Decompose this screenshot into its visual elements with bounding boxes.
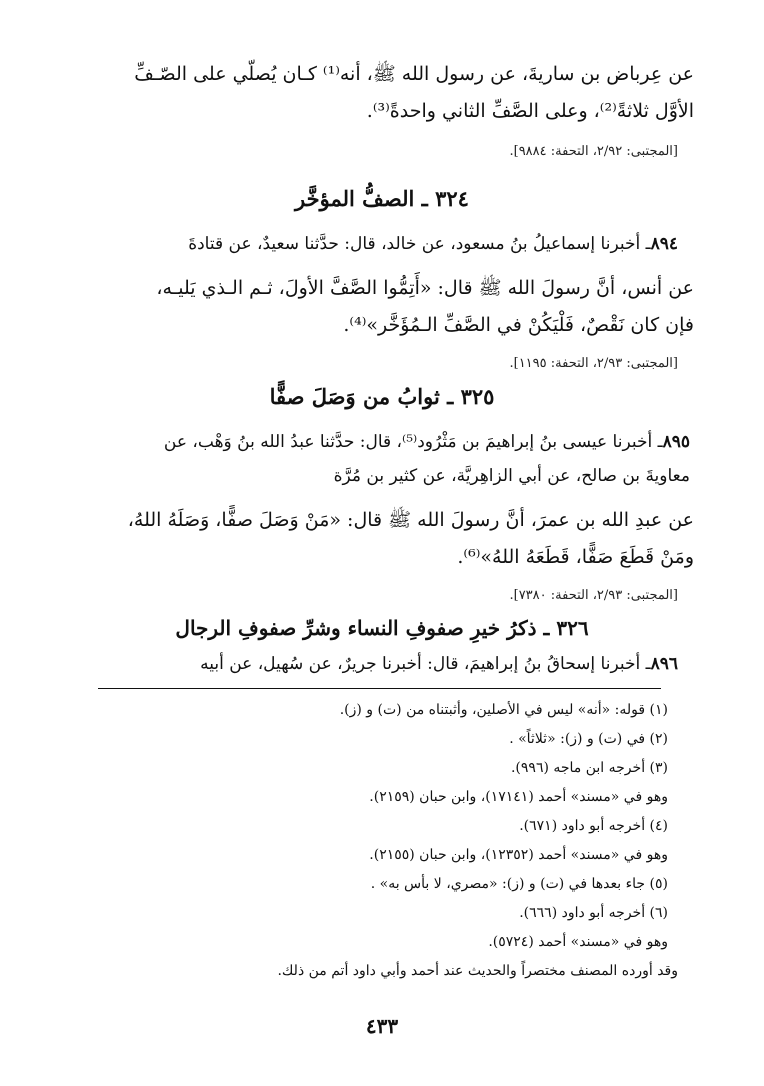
- footnote: وهو في «مسند» أحمد (١٢٣٥٢)، وابن حبان (٢١٥٥).: [369, 847, 668, 863]
- hadith-isnad: [62, 432, 690, 452]
- text-line: عن عِرباض بن ساريةَ، عن رسول الله ﷺ، أنه⁽¹⁾ كـان يُصلّي على الصّـفِّ: [134, 63, 694, 85]
- reference: [المجتبى: ٢/٩٣، التحفة: ١١٩٥].: [509, 356, 678, 371]
- section-heading: ٣٢٦ ـ ذكرُ خيرِ صفوفِ النساء وشرِّ صفوفِ الرجال: [175, 616, 589, 640]
- hadith-matn: فإن كان نَقْصٌ، فَلْيَكُنْ في الصَّفِّ الـمُؤَخَّر»⁽⁴⁾.: [343, 314, 694, 336]
- hadith-number: ٨٩٦: [650, 654, 678, 674]
- hadith-number: ٨٩٤: [650, 234, 678, 254]
- page-number: ٤٣٣: [365, 1014, 399, 1038]
- footnote: وقد أورده المصنف مختصراً والحديث عند أحمد وأبي داود أتم من ذلك.: [277, 963, 678, 979]
- footnote: (١) قوله: «أنه» ليس في الأصلين، وأثبتناه من (ت) و (ز).: [339, 702, 668, 718]
- isnad-text: ـ أخبرنا إسحاقُ بنُ إبراهيمَ، قال: أخبرنا جريرٌ، عن سُهيل، عن أبيه: [200, 654, 651, 674]
- reference: [المجتبى: ٢/٩٣، التحفة: ٧٣٨٠].: [509, 588, 678, 603]
- hadith-isnad: [62, 234, 678, 254]
- section-heading: ٣٢٥ ـ ثوابُ من وَصَلَ صفًّا: [269, 384, 495, 409]
- hadith-matn: عن أنس، أنَّ رسولَ الله ﷺ قال: «أَتِمُّوا الصَّفَّ الأولَ، ثـم الـذي يَليـه،: [156, 277, 694, 299]
- footnote: (٣) أخرجه ابن ماجه (٩٩٦).: [510, 760, 668, 776]
- hadith-matn: ومَنْ قَطَعَ صَفًّا، قَطَعَهُ اللهُ»⁽⁶⁾.: [457, 546, 694, 568]
- isnad-text: ـ أخبرنا عيسى بنُ إبراهيمَ بن مَثْرُود⁽⁵⁾، قال: حدَّثنا عبدُ الله بنُ وَهْب، عن: [163, 432, 663, 452]
- footnote-separator: [98, 688, 661, 689]
- footnote: وهو في «مسند» أحمد (١٧١٤١)، وابن حبان (٢١٥٩).: [369, 789, 668, 805]
- footnote: (٢) في (ت) و (ز): «ثلاثاً» .: [509, 731, 668, 747]
- hadith-isnad: [62, 654, 678, 674]
- hadith-number: ٨٩٥: [662, 432, 690, 452]
- hadith-isnad: معاويةَ بن صالح، عن أبي الزاهِريَّة، عن كثير بن مُرَّة: [333, 466, 690, 486]
- footnote: وهو في «مسند» أحمد (٥٧٢٤).: [488, 934, 668, 950]
- reference: [المجتبى: ٢/٩٢، التحفة: ٩٨٨٤].: [509, 144, 678, 159]
- isnad-text: ـ أخبرنا إسماعيلُ بنُ مسعود، عن خالد، قال: حدَّثنا سعيدٌ، عن قتادةَ: [188, 234, 651, 254]
- footnote: (٦) أخرجه أبو داود (٦٦٦).: [519, 905, 668, 921]
- footnote: (٤) أخرجه أبو داود (٦٧١).: [519, 818, 668, 834]
- section-heading: ٣٢٤ ـ الصفُّ المؤخَّر: [295, 186, 469, 211]
- footnote: (٥) جاء بعدها في (ت) و (ز): «مصري، لا بأس به» .: [370, 876, 668, 892]
- text-line: الأوَّل ثلاثةً⁽²⁾، وعلى الصَّفِّ الثاني واحدةً⁽³⁾.: [366, 100, 694, 122]
- hadith-matn: عن عبدِ الله بن عمرَ، أنَّ رسولَ الله ﷺ قال: «مَنْ وَصَلَ صفًّا، وَصَلَهُ اللهُ،: [127, 509, 694, 531]
